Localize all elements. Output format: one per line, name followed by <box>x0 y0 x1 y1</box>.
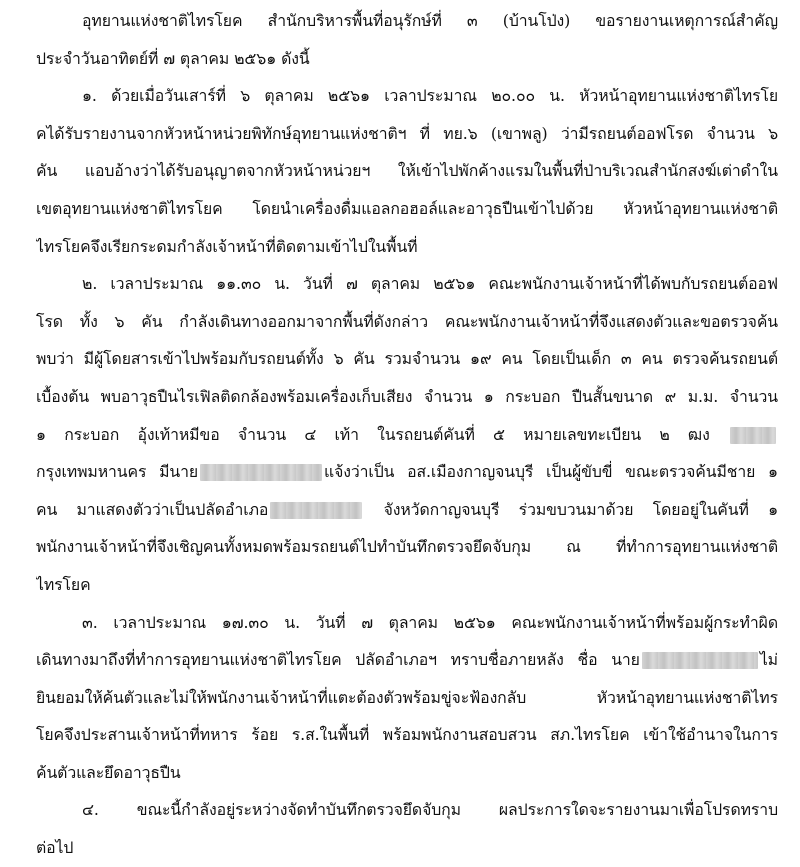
p2-line-7 <box>36 491 778 529</box>
p4-line-1: ๔. ขณะนี้กำลังอยู่ระหว่างจัดทำบันทึกตรวจยึดจับกุม ผลประการใดจะรายงานมาเพื่อโปรดทราบ <box>82 800 778 820</box>
p2-line-5-text: ๑ กระบอก อุ้งเท้าหมีขอ จำนวน ๔ เท้า ในรถยนต์คันที่ ๕ หมายเลขทะเบียน ๒ ฒง <box>36 424 710 444</box>
redacted-plate-number <box>730 427 776 444</box>
p1-line-3: คัน แอบอ้างว่าได้รับอนุญาตจากหัวหน้าหน่วยฯ ให้เข้าไปพักค้างแรมในพื้นที่ป่าบริเวณสำนักสงฆ์เต่าดำใน <box>36 161 778 181</box>
p4-line-2: ต่อไป <box>36 838 74 858</box>
intro-line-2: ประจำวันอาทิตย์ที่ ๗ ตุลาคม ๒๕๖๑ ดังนี้ <box>36 48 310 68</box>
p2-line-6-text-b: แจ้งว่าเป็น อส.เมืองกาญจนบุรี เป็นผู้ขับขี่ ขณะตรวจค้นมีชาย ๑ <box>324 462 778 482</box>
intro-paragraph <box>36 2 778 77</box>
redacted-district-name <box>270 502 362 519</box>
p1-line-1: ๑. ด้วยเมื่อวันเสาร์ที่ ๖ ตุลาคม ๒๕๖๑ เวลาประมาณ ๒๐.๐๐ น. หัวหน้าอุทยานแห่งชาติไทรโย <box>82 86 778 106</box>
p3-line-4: โยคจึงประสานเจ้าหน้าที่ทหาร ร้อย ร.ส.ในพื้นที่ พร้อมพนักงานสอบสวน สภ.ไทรโยค เข้าใช้อำนาจในการ <box>36 725 778 745</box>
p2-line-7-text-a: คน มาแสดงตัวว่าเป็นปลัดอำเภอ <box>36 499 269 519</box>
p3-line-2-text-b: ไม่ <box>759 650 778 670</box>
p3-line-1: ๓. เวลาประมาณ ๑๗.๓๐ น. วันที่ ๗ ตุลาคม ๒๕๖๑ คณะพนักงานเจ้าหน้าที่พร้อมผู้กระทำผิด <box>82 612 778 632</box>
p2-line-1: ๒. เวลาประมาณ ๑๑.๓๐ น. วันที่ ๗ ตุลาคม ๒๕๖๑ คณะพนักงานเจ้าหน้าที่ได้พบกับรถยนต์ออฟ <box>82 274 778 294</box>
p3-line-2 <box>36 641 778 679</box>
p2-line-8: พนักงานเจ้าหน้าที่จึงเชิญคนทั้งหมดพร้อมรถยนต์ไปทำบันทึกตรวจยึดจับกุม ณ ที่ทำการอุทยานแห่งชาติ <box>36 537 778 557</box>
p1-line-5: ไทรโยคจึงเรียกระดมกำลังเจ้าหน้าที่ติดตามเข้าไปในพื้นที่ <box>36 236 418 256</box>
p2-line-2: โรด ทั้ง ๖ คัน กำลังเดินทางออกมาจากพื้นที่ดังกล่าว คณะพนักงานเจ้าหน้าที่จึงแสดงตัวและขอตรวจค้น <box>36 311 778 331</box>
paragraph-1 <box>36 77 778 265</box>
p3-line-3: ยินยอมให้ค้นตัวและไม่ให้พนักงานเจ้าหน้าที่แตะต้องตัวพร้อมขู่จะฟ้องกลับ หัวหน้าอุทยานแห่งชาติไทร <box>36 687 778 707</box>
p3-line-5: ค้นตัวและยึดอาวุธปืน <box>36 762 181 782</box>
redacted-official-name <box>642 652 758 669</box>
p3-line-2-text-a: เดินทางมาถึงที่ทำการอุทยานแห่งชาติไทรโยค ปลัดอำเภอฯ ทราบชื่อภายหลัง ชื่อ นาย <box>36 650 640 670</box>
p2-line-5 <box>36 416 778 454</box>
p2-line-3: พบว่า มีผู้โดยสารเข้าไปพร้อมกับรถยนต์ทั้ง ๖ คัน รวมจำนวน ๑๙ คน โดยเป็นเด็ก ๓ คน ตรวจค้นรถยนต์ <box>36 349 778 369</box>
p2-line-6-text-a: กรุงเทพมหานคร มีนาย <box>36 462 199 482</box>
paragraph-2 <box>36 265 778 603</box>
p2-line-7-text-b: จังหวัดกาญจนบุรี ร่วมขบวนมาด้วย โดยอยู่ในคันที่ ๑ <box>383 499 778 519</box>
p1-line-4: เขตอุทยานแห่งชาติไทรโยค โดยนำเครื่องดื่มแอลกอฮอล์และอาวุธปืนเข้าไปด้วย หัวหน้าอุทยานแห่งชาติ <box>36 198 778 218</box>
p2-line-9: ไทรโยค <box>36 574 91 594</box>
p1-line-2: คได้รับรายงานจากหัวหน้าหน่วยพิทักษ์อุทยานแห่งชาติฯ ที่ ทย.๖ (เขาพลู) ว่ามีรถยนต์ออฟโรด จำนวน ๖ <box>36 123 778 143</box>
p2-line-6 <box>36 453 778 491</box>
p2-line-4: เบื้องต้น พบอาวุธปืนไรเฟิลติดกล้องพร้อมเครื่องเก็บเสียง จำนวน ๑ กระบอก ปืนสั้นขนาด ๙ ม.ม. จำนวน <box>36 386 778 406</box>
paragraph-4 <box>36 791 778 866</box>
redacted-driver-name <box>200 464 322 481</box>
intro-line-1: อุทยานแห่งชาติไทรโยค สำนักบริหารพื้นที่อนุรักษ์ที่ ๓ (บ้านโป่ง) ขอรายงานเหตุการณ์สำคัญ <box>82 11 778 30</box>
paragraph-3 <box>36 604 778 792</box>
